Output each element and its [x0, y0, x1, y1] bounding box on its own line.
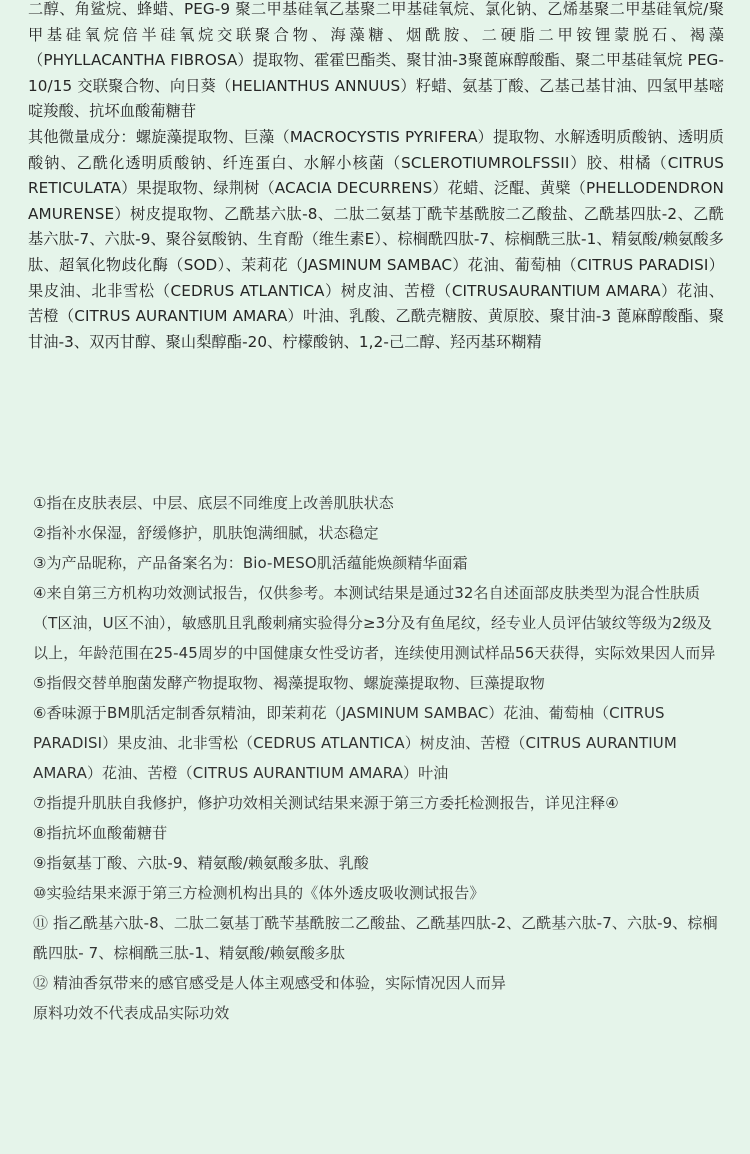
footnote-5: ⑤指假交替单胞菌发酵产物提取物、褐藻提取物、螺旋藻提取物、巨藻提取物 — [33, 674, 545, 692]
footnote-6: ⑥香味源于BM肌活定制香氛精油，即茉莉花（JASMINUM SAMBAC）花油、葡萄柚（CITRUS PARADISI）果皮油、北非雪松（CEDRUS ATLANTICA）树皮油、苦橙（CITRUS AURANTIUM AMARA）花油、苦橙（CITRUS AURANTIUM AMARA）叶油 — [33, 704, 677, 782]
footnote-3: ③为产品昵称，产品备案名为：Bio-MESO肌活蕴能焕颜精华面霜 — [33, 554, 468, 572]
footnote-8: ⑧指抗坏血酸葡糖苷 — [33, 824, 168, 842]
footnote-2: ②指补水保湿，舒缓修护，肌肤饱满细腻，状态稳定 — [33, 524, 379, 542]
minor-ingredient-text: 其他微量成分：螺旋藻提取物、巨藻（MACROCYSTIS PYRIFERA）提取物、水解透明质酸钠、透明质酸钠、乙酰化透明质酸钠、纤连蛋白、水解小核菌（SCLEROTIUMROLFSSII）胶、柑橘（CITRUS RETICULATA）果提取物、绿荆树（ACACIA DECURRENS）花蜡、泛醌、黄檗（PHELLODENDRON AMURENSE）树皮提取物、乙酰基六肽-8、二肽二氨基丁酰苄基酰胺二乙酸盐、乙酰基四肽-2、乙酰基六肽-7、六肽-9、聚谷氨酸钠、生育酚（维生素E）、棕榈酰四肽-7、棕榈酰三肽-1、精氨酸/赖氨酸多肽、超氧化物歧化酶（SOD）、茉莉花（JASMINUM SAMBAC）花油、葡萄柚（CITRUS PARADISI）果皮油、北非雪松（CEDRUS ATLANTICA）树皮油、苦橙（CITRUSAURANTIUM AMARA）花油、苦橙（CITRUS AURANTIUM AMARA）叶油、乳酸、乙酰壳糖胺、黄原胶、聚甘油-3 蓖麻醇酸酯、聚甘油-3、双丙甘醇、聚山梨醇酯-20、柠檬酸钠、1,2-己二醇、羟丙基环糊精 — [28, 127, 724, 351]
footnote-1: ①指在皮肤表层、中层、底层不同维度上改善肌肤状态 — [33, 494, 394, 512]
main-ingredient-text: 二醇、角鲨烷、蜂蜡、PEG-9 聚二甲基硅氧乙基聚二甲基硅氧烷、氯化钠、乙烯基聚二甲基硅氧烷/聚甲基硅氧烷倍半硅氧烷交联聚合物、海藻糖、烟酰胺、二硬脂二甲铵锂蒙脱石、褐藻（PHYLLACANTHA FIBROSA）提取物、霍霍巴酯类、聚甘油-3聚蓖麻醇酸酯、聚二甲基硅氧烷 PEG-10/15 交联聚合物、向日葵（HELIANTHUS ANNUUS）籽蜡、氨基丁酸、乙基己基甘油、四氢甲基嘧啶羧酸、抗坏血酸葡糖苷 — [28, 0, 724, 121]
footnote-list — [33, 488, 723, 1028]
footnote-10: ⑩实验结果来源于第三方检测机构出具的《体外透皮吸收测试报告》 — [33, 884, 485, 902]
footnote-12: ⑫ 精油香氛带来的感官感受是人体主观感受和体验，实际情况因人而异 — [33, 974, 506, 992]
ingredient-list — [28, 0, 724, 355]
footnote-7: ⑦指提升肌肤自我修护，修护功效相关测试结果来源于第三方委托检测报告，详见注释④ — [33, 794, 619, 812]
footnote-4: ④来自第三方机构功效测试报告，仅供参考。本测试结果是通过32名自述面部皮肤类型为混合性肤质（T区油，U区不油），敏感肌且乳酸刺痛实验得分≥3分及有鱼尾纹，经专业人员评估皱纹等级为2级及以上，年龄范围在25-45周岁的中国健康女性受访者，连续使用测试样品56天获得，实际效果因人而异 — [33, 584, 716, 662]
footnote-11: ⑪ 指乙酰基六肽-8、二肽二氨基丁酰苄基酰胺二乙酸盐、乙酰基四肽-2、乙酰基六肽-7、六肽-9、棕榈酰四肽- 7、棕榈酰三肽-1、精氨酸/赖氨酸多肽 — [33, 914, 718, 962]
footnote-9: ⑨指氨基丁酸、六肽-9、精氨酸/赖氨酸多肽、乳酸 — [33, 854, 369, 872]
raw-material-disclaimer: 原料功效不代表成品实际功效 — [33, 1004, 230, 1022]
